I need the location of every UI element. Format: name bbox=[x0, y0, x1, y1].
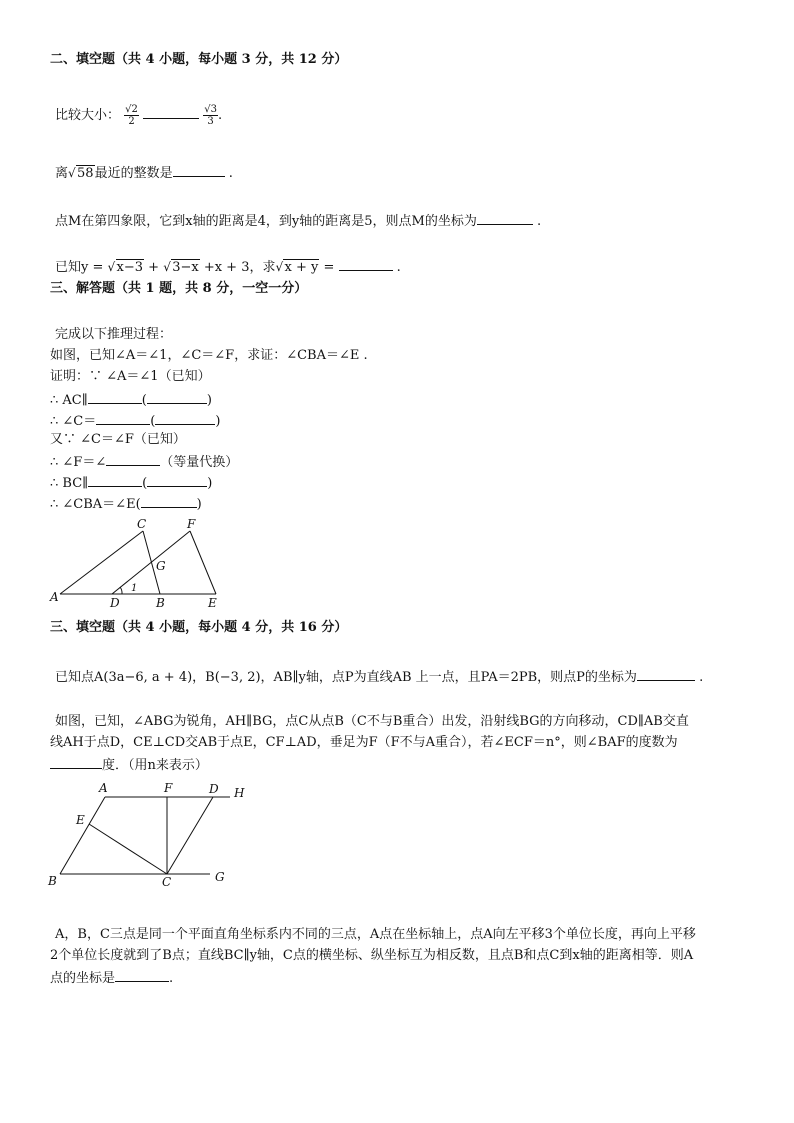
reason-blank[interactable] bbox=[147, 390, 207, 404]
label-f: F bbox=[187, 517, 196, 531]
sqrt-3-minus-x: √ 3−x bbox=[163, 260, 199, 275]
proof-given: 如图，已知∠A＝∠1，∠C＝∠F，求证：∠CBA＝∠E . bbox=[50, 348, 368, 363]
question-angle-baf-line-2: 线AH于点D，CE⊥CD交AB于点E，CF⊥AD，垂足为F（F不与A重合），若∠ECF＝n°，则∠BAF的度数为 bbox=[50, 735, 678, 750]
answer-blank[interactable] bbox=[50, 755, 102, 769]
label-h: H bbox=[234, 786, 245, 800]
question-nearest-integer: 离 √ 58最近的整数是 . bbox=[55, 163, 233, 183]
line-fe bbox=[190, 531, 216, 594]
answer-blank[interactable] bbox=[637, 667, 695, 681]
proof-line-5: ∴ ∠F＝∠ （等量代换） bbox=[50, 452, 238, 472]
line-ec bbox=[89, 824, 167, 874]
proof-line-7: ∴ ∠CBA＝∠E( ) bbox=[50, 494, 202, 514]
label-c: C bbox=[137, 517, 147, 531]
answer-blank[interactable] bbox=[173, 163, 225, 177]
section-heading-proof: 三、解答题（共 1 题，共 8 分，一空一分） bbox=[50, 281, 308, 296]
fraction-sqrt3-over-3: $\frac{√3}{3}$ bbox=[204, 104, 217, 127]
answer-blank[interactable] bbox=[143, 105, 199, 119]
answer-blank[interactable] bbox=[106, 452, 160, 466]
question-text: 比较大小： bbox=[55, 108, 121, 123]
answer-blank[interactable] bbox=[115, 968, 169, 982]
reason-blank[interactable] bbox=[155, 411, 215, 425]
label-g: G bbox=[215, 870, 225, 884]
reason-blank[interactable] bbox=[141, 494, 197, 508]
label-e: E bbox=[208, 596, 217, 610]
sqrt-x-plus-y: √ x + y bbox=[275, 260, 319, 275]
section-heading-fill-in-2: 三、填空题（共 4 小题，每小题 4 分，共 16 分） bbox=[50, 620, 348, 635]
line-ab bbox=[60, 797, 105, 874]
fraction-sqrt2-over-2: $\frac{√2}{2}$ bbox=[125, 104, 138, 127]
answer-blank[interactable] bbox=[88, 390, 142, 404]
line-df bbox=[112, 531, 190, 594]
proof-intro: 完成以下推理过程： bbox=[55, 327, 173, 342]
answer-blank[interactable] bbox=[339, 257, 393, 271]
question-angle-baf-line-3: 度．（用n来表示） bbox=[50, 755, 208, 775]
reason-blank[interactable] bbox=[147, 473, 207, 487]
angle-1-arc bbox=[120, 587, 122, 594]
proof-line-4: 又∵ ∠C＝∠F（已知） bbox=[50, 432, 186, 447]
label-d: D bbox=[110, 596, 120, 610]
proof-line-6: ∴ BC∥ ( ) bbox=[50, 473, 212, 493]
section-heading-fill-in-1: 二、填空题（共 4 小题，每小题 3 分，共 12 分） bbox=[50, 52, 348, 67]
question-point-a-line-3: 点的坐标是 . bbox=[50, 968, 173, 988]
line-dc bbox=[167, 797, 213, 874]
label-d: D bbox=[209, 782, 219, 796]
proof-line-2: ∴ AC∥ ( ) bbox=[50, 390, 212, 410]
label-g: G bbox=[156, 559, 166, 573]
figure-triangles bbox=[40, 512, 240, 612]
label-f: F bbox=[164, 781, 173, 795]
question-compare-size: 比较大小： $\frac{√2}{2}$ $\frac{√3}{3}$ . bbox=[55, 104, 223, 127]
question-point-a-line-2: 2个单位长度就到了B点；直线BC∥y轴，C点的横坐标、纵坐标互为相反数，且点B和点C到x轴的距离相等．则A bbox=[50, 948, 694, 963]
question-point-a-line-1: A，B，C三点是同一个平面直角坐标系内不同的三点，A点在坐标轴上，点A向左平移3个单位长度，再向上平移 bbox=[55, 927, 696, 942]
label-a: A bbox=[99, 781, 108, 795]
answer-blank[interactable] bbox=[96, 411, 150, 425]
label-b: B bbox=[156, 596, 165, 610]
label-angle-1: 1 bbox=[131, 583, 138, 594]
question-point-p: 已知点A(3a−6, a + 4)，B(−3, 2)，AB∥y轴，点P为直线AB 上一点，且PA＝2PB，则点P的坐标为 . bbox=[55, 667, 703, 687]
answer-blank[interactable] bbox=[477, 211, 533, 225]
figure-parallelogram bbox=[40, 776, 260, 890]
proof-line-1: 证明：∵ ∠A＝∠1（已知） bbox=[50, 369, 211, 384]
sqrt-x-minus-3: √ x−3 bbox=[107, 260, 144, 275]
label-b: B bbox=[48, 874, 57, 888]
question-sqrt-x-plus-y: 已知y = √ x−3 + √ 3−x +x + 3，求 √ x + y = . bbox=[55, 257, 401, 277]
label-e: E bbox=[76, 813, 85, 827]
proof-line-3: ∴ ∠C＝ ( ) bbox=[50, 411, 220, 431]
sqrt-58: √ 58 bbox=[68, 166, 94, 181]
question-angle-baf-line-1: 如图，已知，∠ABG为锐角，AH∥BG，点C从点B（C不与B重合）出发，沿射线BG的方向移动，CD∥AB交直 bbox=[55, 714, 689, 729]
question-point-m: 点M在第四象限，它到x轴的距离是4，到y轴的距离是5，则点M的坐标为 . bbox=[55, 211, 541, 231]
label-c: C bbox=[162, 875, 172, 889]
label-a: A bbox=[50, 590, 59, 604]
answer-blank[interactable] bbox=[88, 473, 142, 487]
